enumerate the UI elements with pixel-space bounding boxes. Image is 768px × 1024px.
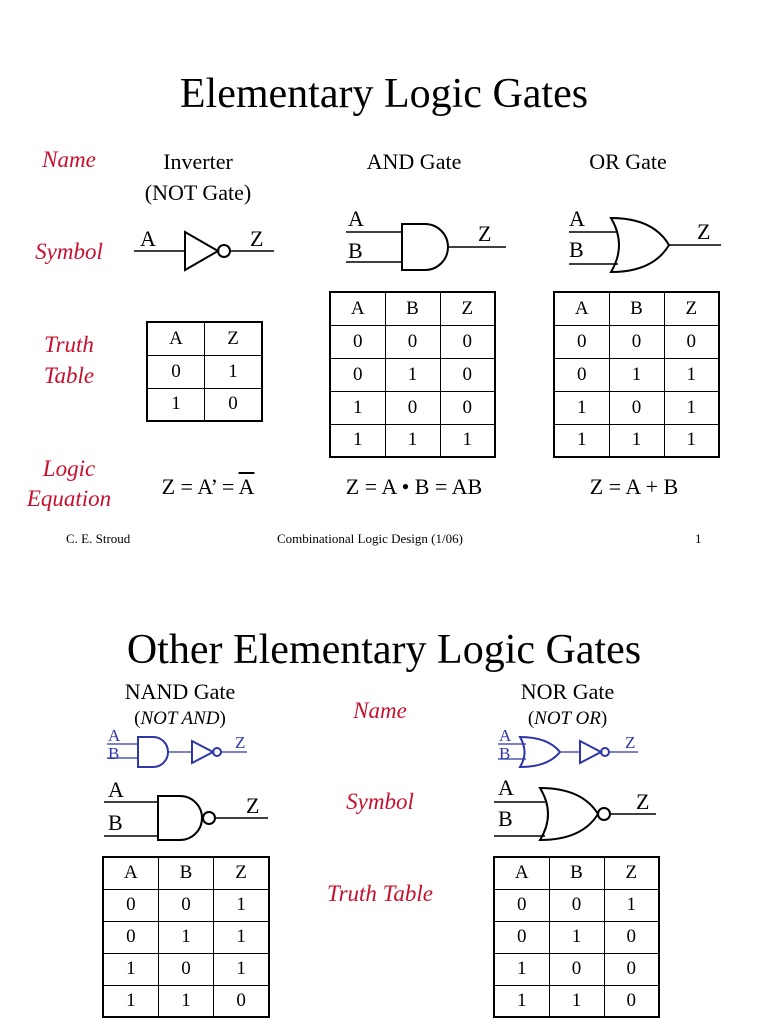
truth-table-cell: 1 [664, 391, 719, 424]
slide2-row-label-truth-table: Truth Table [327, 881, 433, 906]
truth-table-row [330, 358, 495, 391]
truth-table-cell: 1 [103, 953, 158, 985]
truth-table-cell: A [147, 322, 205, 355]
truth-table-cell: 0 [385, 325, 440, 358]
truth-table-cell: 0 [494, 921, 549, 953]
truth-table-cell: 1 [214, 889, 269, 921]
truth-table-cell: B [385, 292, 440, 325]
row-label-name: Name [42, 147, 96, 172]
inverter-name: Inverter [163, 149, 233, 174]
truth-table-cell: B [549, 857, 604, 889]
truth-table-row [494, 889, 659, 921]
truth-table-cell: 0 [330, 325, 385, 358]
footer-page: 1 [695, 531, 702, 546]
nor-gate-name: NOR Gate [520, 679, 615, 704]
truth-table-cell: 1 [214, 921, 269, 953]
nand-pin-z: Z [246, 793, 260, 818]
truth-table-cell: 0 [549, 953, 604, 985]
truth-table-cell: 0 [214, 985, 269, 1017]
slide2-row-label-symbol: Symbol [346, 789, 414, 814]
truth-table-row [554, 292, 719, 325]
truth-table-cell: 0 [158, 953, 213, 985]
truth-table-row [147, 322, 262, 355]
inverter-symbol [130, 222, 280, 280]
truth-table-cell: A [103, 857, 158, 889]
truth-table-cell: 1 [158, 921, 213, 953]
truth-table-row [147, 388, 262, 421]
truth-table-row [494, 857, 659, 889]
truth-table-row [554, 391, 719, 424]
truth-table-cell: 1 [158, 985, 213, 1017]
truth-table-cell: 0 [549, 889, 604, 921]
truth-table-cell: A [554, 292, 609, 325]
nor-small-pin-z: Z [625, 733, 636, 752]
truth-table-cell: B [609, 292, 664, 325]
truth-table-cell: Z [440, 292, 495, 325]
truth-table-cell: 0 [604, 953, 659, 985]
truth-table-row [103, 985, 269, 1017]
truth-table-cell: 0 [158, 889, 213, 921]
truth-table-cell: 1 [103, 985, 158, 1017]
truth-table-cell: 1 [494, 953, 549, 985]
truth-table-row [103, 857, 269, 889]
truth-table-cell: 1 [205, 355, 263, 388]
truth-table-cell: 0 [385, 391, 440, 424]
inverter-subname: (NOT Gate) [144, 180, 252, 205]
truth-table-cell: 0 [440, 325, 495, 358]
slide2-title: Other Elementary Logic Gates [126, 627, 642, 673]
truth-table-cell: Z [205, 322, 263, 355]
truth-table-cell: 1 [604, 889, 659, 921]
or-gate-name: OR Gate [589, 149, 667, 174]
nor-truth-table [493, 856, 660, 1018]
inverter-pin-a: A [140, 226, 156, 251]
truth-table-row [494, 985, 659, 1017]
and-pin-z: Z [478, 221, 492, 246]
truth-table-row [103, 921, 269, 953]
truth-table-cell: 1 [440, 424, 495, 457]
truth-table-cell: 1 [385, 424, 440, 457]
truth-table-cell: 1 [554, 391, 609, 424]
truth-table-cell: 0 [440, 358, 495, 391]
inverter-pin-z: Z [250, 226, 264, 251]
nand-small-pin-a: A [108, 726, 121, 745]
nand-gate-name: NAND Gate [124, 679, 236, 704]
inverter-equation: Z = A’ = $\overline{A}$ [161, 474, 255, 499]
slide1-title: Elementary Logic Gates [179, 71, 589, 117]
truth-table-cell: 1 [494, 985, 549, 1017]
truth-table-cell: A [330, 292, 385, 325]
nand-pin-b: B [108, 810, 123, 835]
truth-table-cell: 1 [214, 953, 269, 985]
truth-table-cell: 0 [664, 325, 719, 358]
row-label-table: Table [43, 363, 95, 388]
nor-pin-b: B [498, 806, 513, 831]
nor-pin-a: A [498, 775, 514, 800]
nor-pin-z: Z [636, 789, 650, 814]
truth-table-cell: B [158, 857, 213, 889]
truth-table-row [554, 325, 719, 358]
footer-author: C. E. Stroud [66, 531, 131, 546]
and-equation: Z = A • B = AB [345, 474, 483, 499]
or-equation: Z = A + B [589, 474, 679, 499]
or-gate-symbol [563, 204, 728, 276]
truth-table-cell: Z [214, 857, 269, 889]
truth-table-cell: 0 [604, 985, 659, 1017]
row-label-equation: Equation [26, 486, 112, 511]
nor-subtitle: (NOT OR) [527, 708, 608, 729]
truth-table-row [494, 953, 659, 985]
truth-table-cell: 1 [549, 985, 604, 1017]
and-gate-symbol [340, 204, 515, 276]
or-pin-b: B [569, 237, 584, 262]
and-pin-b: B [348, 238, 363, 263]
slide2-row-label-name: Name [353, 698, 407, 723]
truth-table-cell: 0 [103, 889, 158, 921]
truth-table-cell: 0 [147, 355, 205, 388]
truth-table-cell: 0 [554, 358, 609, 391]
nor-gate-symbol [490, 776, 665, 846]
truth-table-cell: 0 [609, 325, 664, 358]
nand-small-pin-b: B [108, 744, 120, 763]
truth-table-row [494, 921, 659, 953]
nand-small-equivalent-symbol [105, 724, 255, 774]
truth-table-cell: 1 [664, 424, 719, 457]
truth-table-cell: 1 [609, 424, 664, 457]
truth-table-row [147, 355, 262, 388]
truth-table-cell: 0 [205, 388, 263, 421]
and-gate-name: AND Gate [366, 149, 462, 174]
truth-table-row [554, 424, 719, 457]
row-label-symbol: Symbol [35, 239, 103, 264]
footer-course: Combinational Logic Design (1/06) [277, 531, 463, 546]
nand-pin-a: A [108, 777, 124, 802]
row-label-logic: Logic [42, 456, 96, 481]
truth-table-cell: 1 [554, 424, 609, 457]
or-pin-z: Z [697, 219, 711, 244]
nand-small-pin-z: Z [235, 733, 246, 752]
truth-table-cell: 0 [440, 391, 495, 424]
truth-table-cell: 1 [385, 358, 440, 391]
inverter-truth-table [146, 321, 263, 422]
truth-table-cell: 1 [330, 424, 385, 457]
nand-gate-symbol [100, 776, 275, 846]
nor-small-pin-b: B [499, 744, 511, 763]
truth-table-row [330, 424, 495, 457]
truth-table-row [103, 953, 269, 985]
truth-table-row [330, 391, 495, 424]
truth-table-cell: 1 [549, 921, 604, 953]
truth-table-row [554, 358, 719, 391]
nor-small-pin-a: A [499, 726, 512, 745]
truth-table-cell: 1 [330, 391, 385, 424]
truth-table-row [330, 325, 495, 358]
truth-table-cell: 1 [609, 358, 664, 391]
nand-truth-table [102, 856, 270, 1018]
truth-table-cell: 0 [494, 889, 549, 921]
truth-table-cell: 0 [554, 325, 609, 358]
truth-table-cell: 0 [604, 921, 659, 953]
and-pin-a: A [348, 206, 364, 231]
or-truth-table [553, 291, 720, 458]
truth-table-cell: 0 [609, 391, 664, 424]
truth-table-cell: 0 [330, 358, 385, 391]
truth-table-cell: 1 [147, 388, 205, 421]
truth-table-cell: Z [604, 857, 659, 889]
row-label-truth: Truth [44, 332, 94, 357]
truth-table-cell: 1 [664, 358, 719, 391]
and-truth-table [329, 291, 496, 458]
nor-small-equivalent-symbol [496, 724, 646, 774]
truth-table-cell: Z [664, 292, 719, 325]
nand-subtitle: (NOT AND) [134, 708, 226, 729]
truth-table-cell: A [494, 857, 549, 889]
truth-table-cell: 0 [103, 921, 158, 953]
truth-table-row [103, 889, 269, 921]
or-pin-a: A [569, 206, 585, 231]
truth-table-row [330, 292, 495, 325]
